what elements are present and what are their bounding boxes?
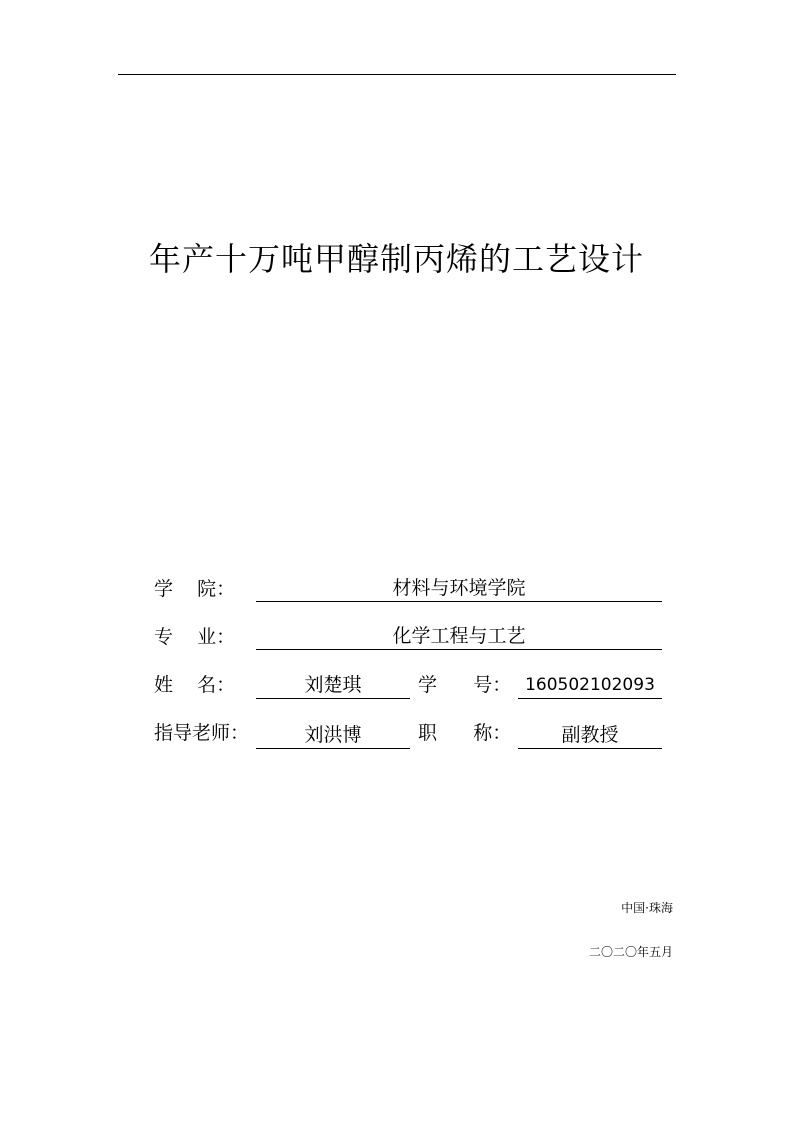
major-value: 化学工程与工艺: [256, 623, 662, 650]
college-label: 学 院：: [154, 578, 236, 600]
position-value: 副教授: [518, 722, 662, 749]
student-id-value: 160502102093: [518, 672, 662, 699]
major-label: 专 业：: [154, 626, 236, 648]
advisor-label: 指导老师：: [154, 722, 250, 744]
name-value: 刘楚琪: [256, 672, 410, 699]
document-title: 年产十万吨甲醇制丙烯的工艺设计: [148, 240, 644, 278]
footer-date: 二〇二〇年五月: [588, 945, 673, 959]
college-value: 材料与环境学院: [256, 575, 662, 602]
footer-location: 中国·珠海: [621, 901, 673, 915]
student-id-label: 学 号：: [418, 674, 512, 696]
advisor-value: 刘洪博: [256, 722, 410, 749]
header-rule: [118, 74, 676, 75]
name-label: 姓 名：: [154, 674, 236, 696]
position-label: 职 称：: [418, 722, 512, 744]
